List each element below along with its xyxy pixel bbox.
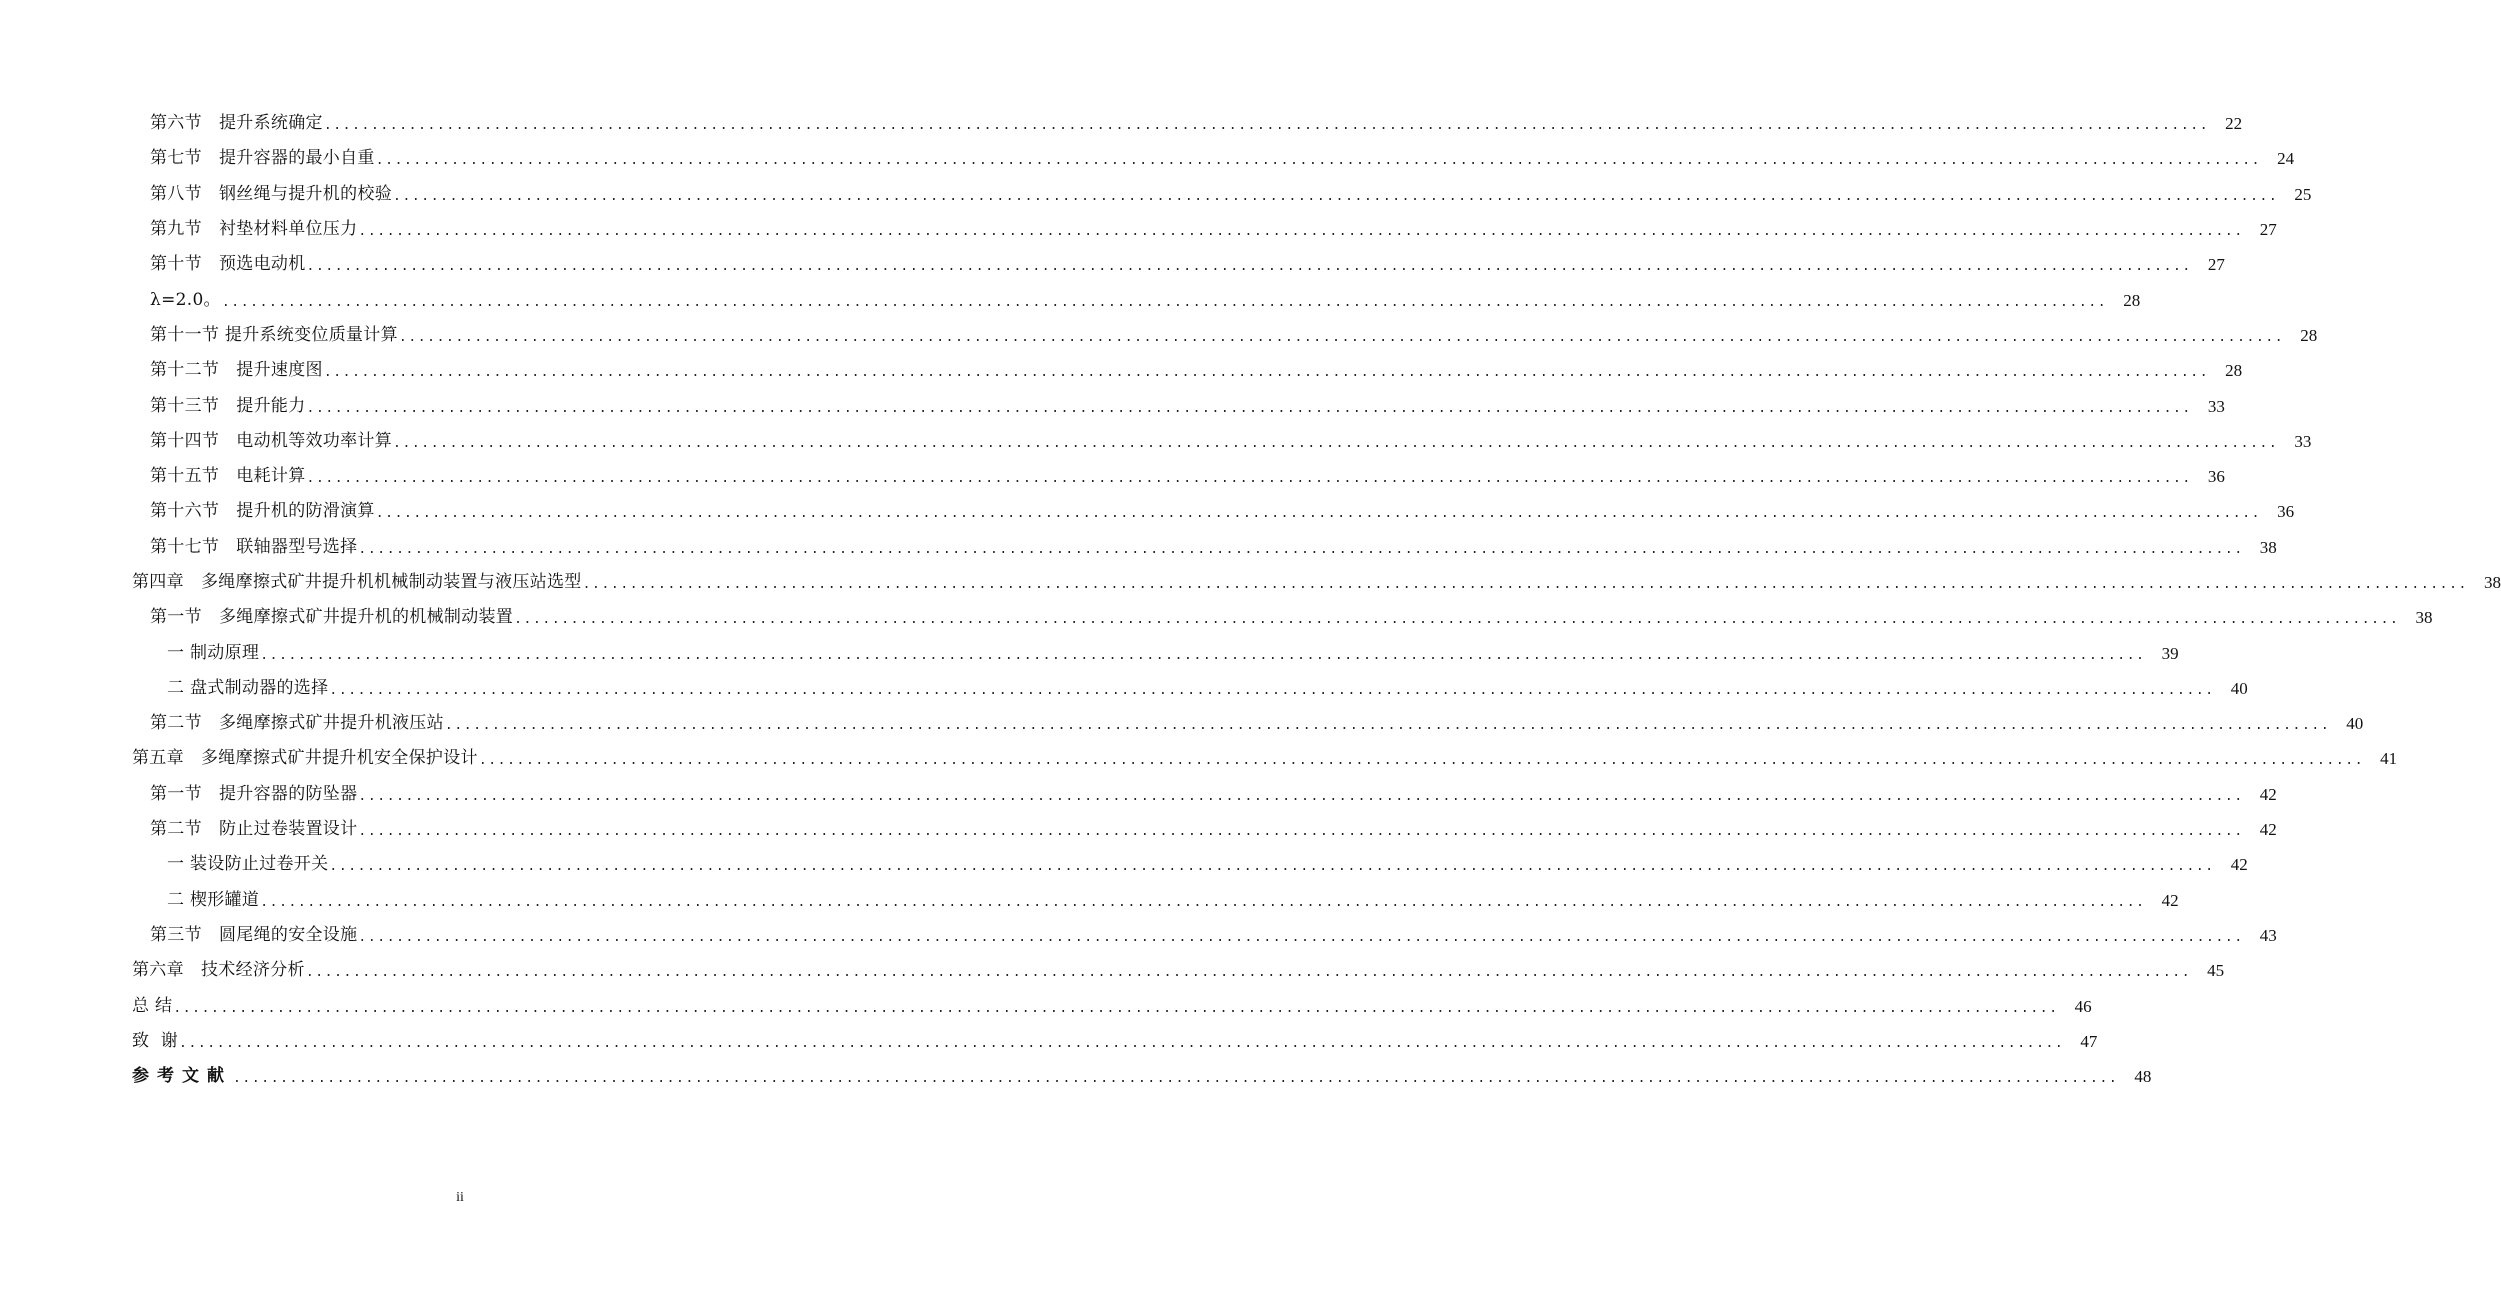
dot-leader: ........................................................................................................................................................................................................ (398, 329, 2285, 345)
page-number: ii (456, 1190, 464, 1205)
toc-entry-title: 第十四节 电动机等效功率计算 (150, 430, 393, 451)
dot-leader: ........................................................................................................................................................................................................ (173, 1000, 2059, 1016)
toc-entry-title: 第二节 多绳摩擦式矿井提升机液压站 (150, 713, 444, 734)
toc-entry-title: 一 制动原理 (167, 642, 260, 663)
toc-entry-page: 38 (2259, 537, 2277, 557)
toc-entry-title: 第九节 衬垫材料单位压力 (150, 219, 358, 240)
toc-entry[interactable] (0, 1059, 2152, 1094)
toc-entry[interactable] (0, 600, 2433, 635)
toc-entry-title: 第十五节 电耗计算 (150, 466, 306, 487)
toc-entry[interactable] (0, 565, 2501, 600)
dot-leader: ........................................................................................................................................................................................................ (329, 859, 2215, 875)
toc-entry[interactable] (0, 918, 2277, 953)
toc-entry[interactable] (0, 424, 2312, 459)
toc-entry-page: 38 (2483, 573, 2501, 592)
toc-entry-title: 二 盘式制动器的选择 (167, 677, 329, 698)
dot-leader: ........................................................................................................................................................................................................ (582, 577, 2468, 592)
toc-entry[interactable] (0, 812, 2277, 847)
toc-entry-title: 第六章 技术经济分析 (132, 960, 305, 981)
dot-leader: ........................................................................................................................................................................................................ (329, 682, 2215, 698)
toc-entry-page: 45 (2207, 961, 2225, 981)
toc-entry-title: 致 谢 (132, 1030, 179, 1051)
dot-leader: ........................................................................................................................................................................................................ (323, 118, 2210, 134)
toc-entry-page: 36 (2207, 467, 2225, 487)
toc-entry-page: 40 (2230, 678, 2248, 698)
toc-entry-title: 第三节 圆尾绳的安全设施 (150, 924, 358, 945)
toc-entry[interactable] (0, 459, 2225, 494)
toc-entry-page: 27 (2207, 255, 2225, 275)
toc-entry[interactable] (0, 953, 2225, 988)
toc-entry-title: 第四章 多绳摩擦式矿井提升机机械制动装置与液压站选型 (132, 572, 582, 592)
dot-leader: ........................................................................................................................................................................................................ (375, 506, 2262, 522)
dot-leader: ........................................................................................................................................................................................................ (358, 824, 2244, 840)
dot-leader: ........................................................................................................................................................................................................ (478, 753, 2365, 769)
toc-entry-page: 42 (2259, 820, 2277, 840)
dot-leader: ........................................................................................................................................................................................................ (221, 294, 2108, 310)
toc-entry[interactable] (0, 282, 2141, 317)
toc-entry-page: 42 (2161, 890, 2179, 910)
dot-leader: ........................................................................................................................................................................................................ (305, 965, 2192, 981)
toc-entry[interactable] (0, 883, 2179, 918)
dot-leader: ........................................................................................................................................................................................................ (358, 541, 2244, 557)
dot-leader: ........................................................................................................................................................................................................ (179, 1035, 2065, 1051)
toc-entry-title: 二 楔形罐道 (167, 889, 260, 910)
toc-entry-page: 43 (2259, 925, 2277, 945)
table-of-contents (0, 106, 2501, 1094)
toc-entry-page: 27 (2259, 220, 2277, 240)
toc-entry-title: 第二节 防止过卷装置设计 (150, 819, 358, 840)
toc-entry-title: 第一节 多绳摩擦式矿井提升机的机械制动装置 (150, 607, 514, 628)
toc-entry[interactable] (0, 353, 2243, 388)
toc-entry-page: 33 (2294, 431, 2312, 451)
toc-entry[interactable] (0, 706, 2364, 741)
toc-entry[interactable] (0, 635, 2179, 670)
toc-entry-title: 第十三节 提升能力 (150, 395, 306, 416)
toc-entry-title: 总 结 (132, 995, 173, 1016)
dot-leader: ........................................................................................................................................................................................................ (444, 718, 2331, 734)
toc-entry[interactable] (0, 177, 2312, 212)
toc-entry-page: 38 (2415, 608, 2433, 628)
toc-entry[interactable] (0, 530, 2277, 565)
toc-entry-page: 28 (2123, 290, 2141, 310)
toc-entry-title: 第十节 预选电动机 (150, 254, 306, 275)
toc-entry[interactable] (0, 212, 2277, 247)
toc-entry[interactable] (0, 777, 2277, 812)
toc-entry-page: 42 (2230, 855, 2248, 875)
dot-leader: ........................................................................................................................................................................................................ (260, 894, 2146, 910)
toc-entry-title: 一 装设防止过卷开关 (167, 854, 329, 875)
dot-leader: ........................................................................................................................................................................................................ (514, 612, 2400, 628)
toc-entry-page: 41 (2380, 749, 2398, 769)
toc-entry[interactable] (0, 141, 2295, 176)
toc-entry-title: 第六节 提升系统确定 (150, 113, 323, 134)
toc-entry-page: 40 (2346, 714, 2364, 734)
dot-leader: ........................................................................................................................................................................................................ (358, 224, 2244, 240)
toc-entry-page: 28 (2225, 361, 2243, 381)
toc-entry-page: 46 (2074, 996, 2092, 1016)
toc-entry-page: 47 (2080, 1031, 2098, 1051)
toc-entry[interactable] (0, 988, 2092, 1023)
toc-entry-title: 第八节 钢丝绳与提升机的校验 (150, 183, 393, 204)
dot-leader: ........................................................................................................................................................................................................ (323, 365, 2210, 381)
dot-leader: ........................................................................................................................................................................................................ (306, 259, 2192, 275)
toc-entry-title: 第十一节 提升系统变位质量计算 (150, 324, 398, 345)
toc-entry[interactable] (0, 847, 2248, 882)
toc-entry-page: 39 (2161, 643, 2179, 663)
toc-entry-page: 22 (2225, 114, 2243, 134)
toc-entry-page: 28 (2300, 325, 2318, 345)
toc-entry-title: 第一节 提升容器的防坠器 (150, 783, 358, 804)
dot-leader: ........................................................................................................................................................................................................ (306, 400, 2192, 416)
dot-leader: ........................................................................................................................................................................................................ (358, 788, 2244, 804)
toc-entry-page: 25 (2294, 184, 2312, 204)
toc-entry[interactable] (0, 671, 2248, 706)
toc-entry[interactable] (0, 494, 2295, 529)
toc-entry[interactable] (0, 1024, 2098, 1059)
toc-entry-title: 第七节 提升容器的最小自重 (150, 148, 375, 169)
dot-leader: ........................................................................................................................................................................................................ (306, 471, 2192, 487)
toc-entry-title: 第十七节 联轴器型号选择 (150, 536, 358, 557)
toc-entry-page: 24 (2277, 149, 2295, 169)
toc-entry[interactable] (0, 318, 2318, 353)
toc-entry-page: 36 (2277, 502, 2295, 522)
dot-leader: ........................................................................................................................................................................................................ (358, 929, 2244, 945)
dot-leader: ........................................................................................................................................................................................................ (393, 435, 2279, 451)
toc-entry-page: 42 (2259, 784, 2277, 804)
toc-entry-title: 第十六节 提升机的防滑演算 (150, 501, 375, 522)
toc-entry-page: 33 (2207, 396, 2225, 416)
dot-leader: ........................................................................................................................................................................................................ (260, 647, 2146, 663)
dot-leader: ........................................................................................................................................................................................................ (393, 188, 2279, 204)
toc-entry-title: λ=2.0。 (150, 289, 221, 310)
toc-entry-title: 参考文献 (132, 1066, 232, 1087)
toc-entry[interactable] (0, 741, 2398, 776)
dot-leader: ........................................................................................................................................................................................................ (233, 1071, 2119, 1087)
toc-entry[interactable] (0, 388, 2225, 423)
toc-entry[interactable] (0, 106, 2243, 141)
dot-leader: ........................................................................................................................................................................................................ (375, 153, 2262, 169)
toc-entry-page: 48 (2134, 1067, 2152, 1087)
toc-entry[interactable] (0, 247, 2225, 282)
toc-entry-title: 第十二节 提升速度图 (150, 360, 323, 381)
toc-entry-title: 第五章 多绳摩擦式矿井提升机安全保护设计 (132, 748, 478, 769)
